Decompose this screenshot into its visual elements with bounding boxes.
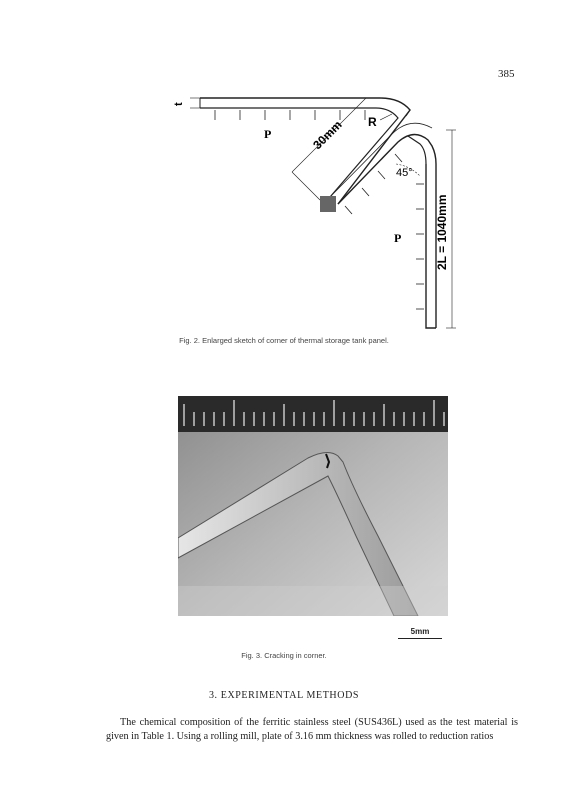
scale-bar: [398, 627, 442, 639]
label-2l: 2L = 1040mm: [435, 194, 449, 270]
support-block: [320, 196, 336, 212]
label-r: R: [368, 115, 377, 129]
body-paragraph: The chemical composition of the ferritic stainless steel (SUS436L) used as the test material is given in Table 1. Using a rolling mill, plate of 3.16 mm thickness was rolled to reduction ratios: [106, 717, 518, 742]
page-number: 385: [498, 68, 515, 80]
label-p-right: P: [394, 231, 402, 245]
ruler: [178, 396, 448, 432]
section-heading: 3. EXPERIMENTAL METHODS: [208, 690, 360, 701]
plate-corner-outer: [406, 110, 410, 116]
vertical-inner: [408, 136, 426, 164]
label-30mm: 30mm: [310, 117, 345, 153]
scale-label: 5mm: [410, 627, 430, 636]
figure-2-caption: Fig. 2. Enlarged sketch of corner of thermal storage tank panel.: [179, 336, 389, 345]
diagonal-outer: [338, 134, 436, 328]
figure-2-sketch: [170, 84, 470, 344]
label-t: t: [173, 102, 185, 106]
figure-3-photo: [178, 396, 448, 616]
figure-3-caption: Fig. 3. Cracking in corner.: [241, 651, 327, 660]
label-angle: 45°: [396, 167, 413, 179]
plate-outline: [200, 98, 410, 204]
label-p-left: P: [264, 127, 272, 141]
